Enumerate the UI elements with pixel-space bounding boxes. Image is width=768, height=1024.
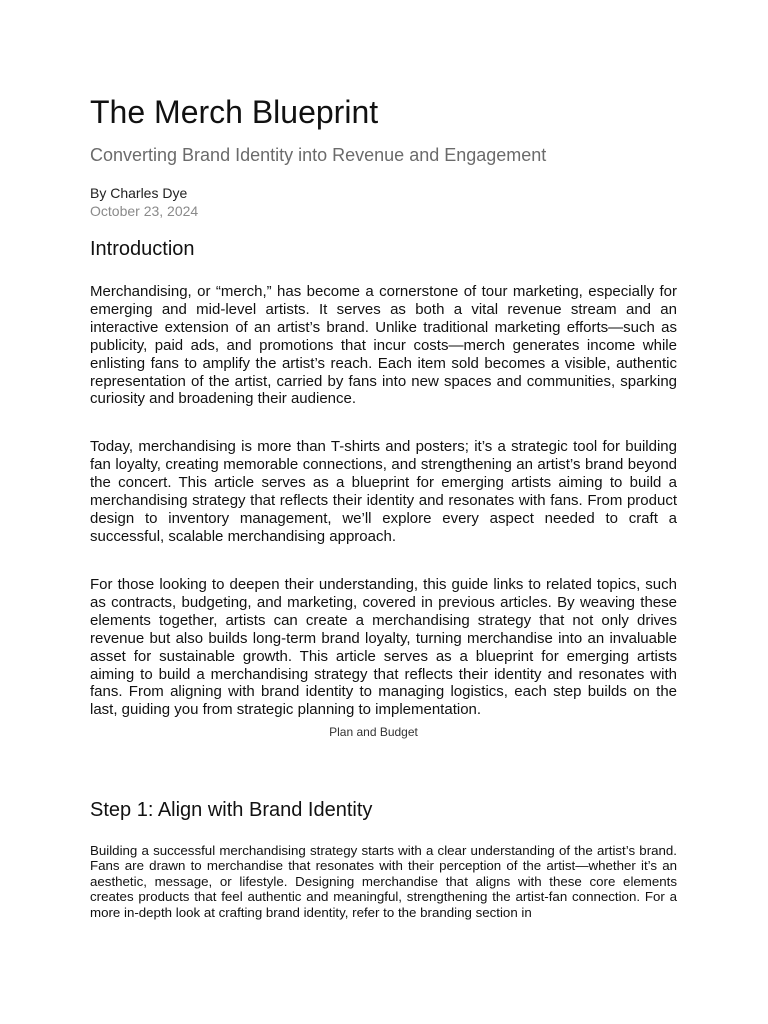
introduction-heading: Introduction	[90, 238, 195, 260]
step1-paragraph: Building a successful merchandising strategy starts with a clear understanding of the artist’s brand. Fans are drawn to merchandise that resonates with their perception of the artist—whether it’s an aesthetic, message, or lifestyle. Designing merchandise that aligns with these core elements creates products that feel authentic and meaningful, strengthening the artist-fan connection. For a more in-depth look at crafting brand identity, refer to the branding section in	[90, 843, 677, 920]
introduction-paragraph-1: Merchandising, or “merch,” has become a cornerstone of tour marketing, especially for emerging and mid-level artists. It serves as both a vital revenue stream and an interactive extension of an artist’s brand. Unlike traditional marketing efforts—such as publicity, paid ads, and promotions that incur costs—merch generates income while enlisting fans to amplify the artist’s reach. Each item sold becomes a visible, authentic representation of the artist, carried by fans into new spaces and communities, sparking curiosity and broadening their audience.	[90, 283, 677, 408]
figure-caption: Plan and Budget	[329, 725, 418, 739]
article-subtitle: Converting Brand Identity into Revenue and Engagement	[90, 145, 547, 165]
introduction-paragraph-2: Today, merchandising is more than T-shirts and posters; it’s a strategic tool for building fan loyalty, creating memorable connections, and strengthening an artist’s brand beyond the concert. This article serves as a blueprint for emerging artists aiming to build a merchandising strategy that reflects their identity and resonates with fans. From product design to inventory management, we’ll explore every aspect needed to craft a successful, scalable merchandising approach.	[90, 438, 677, 545]
article-title: The Merch Blueprint	[90, 94, 379, 130]
author-byline: By Charles Dye	[90, 185, 188, 201]
step1-heading: Step 1: Align with Brand Identity	[90, 799, 373, 821]
introduction-paragraph-3: For those looking to deepen their understanding, this guide links to related topics, such as contracts, budgeting, and marketing, covered in previous articles. By weaving these elements together, artists can create a merchandising strategy that not only drives revenue but also builds long-term brand loyalty, turning merchandise into an invaluable asset for sustainable growth. This article serves as a blueprint for emerging artists aiming to build a merchandising strategy that reflects their identity and resonates with fans. From aligning with brand identity to managing logistics, each step builds on the last, guiding you from strategic planning to implementation.	[90, 576, 677, 719]
publish-date: October 23, 2024	[90, 203, 199, 219]
